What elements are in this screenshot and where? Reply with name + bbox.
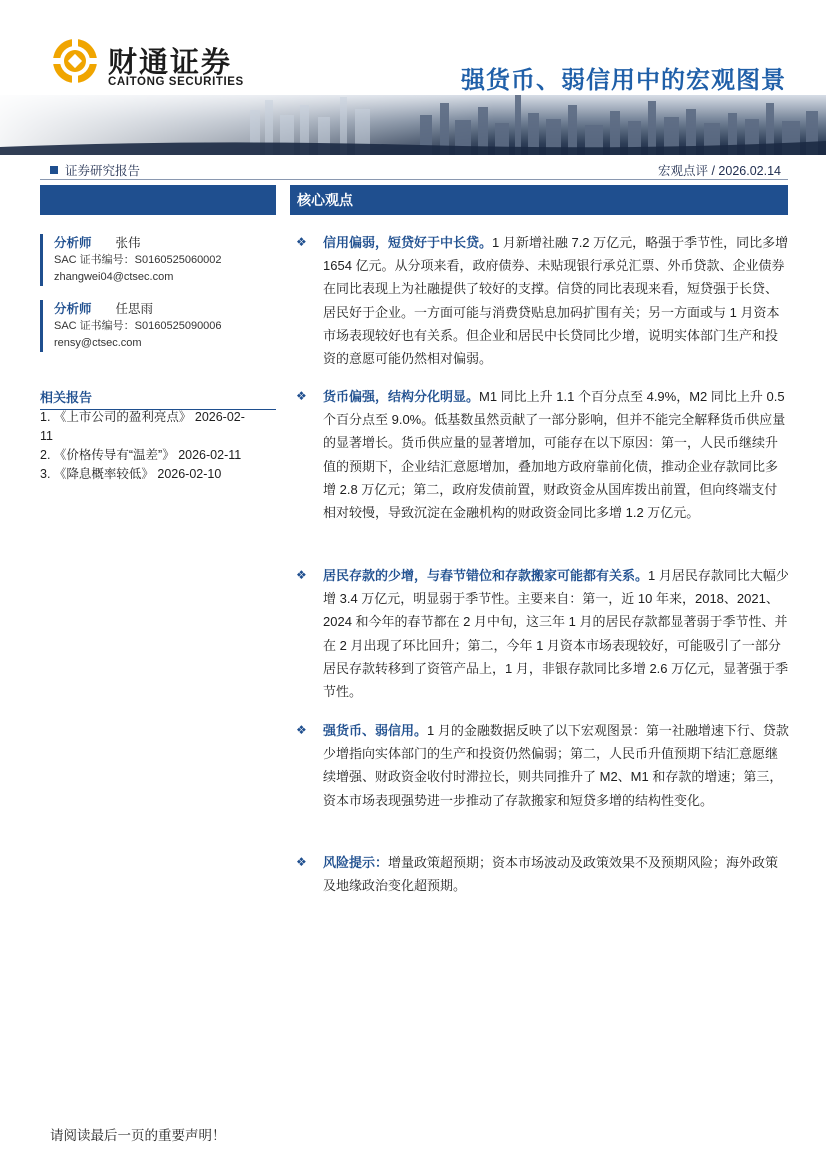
logo-english-name: CAITONG SECURITIES <box>108 76 244 88</box>
point-heading: 风险提示： <box>323 855 389 870</box>
diamond-bullet-icon: ❖ <box>296 723 307 737</box>
core-point-5 <box>290 851 790 897</box>
analyst-card-2 <box>40 300 276 352</box>
disclaimer-note: 请阅读最后一页的重要声明！ <box>50 1128 226 1143</box>
report-type-label: 证券研究报告 <box>65 164 141 178</box>
related-reports-title: 相关报告 <box>40 387 276 410</box>
point-heading: 货币偏强，结构分化明显。 <box>323 389 480 404</box>
related-reports-list <box>40 408 280 484</box>
analyst-email[interactable]: rensy@ctsec.com <box>54 337 142 349</box>
core-point-4 <box>290 719 790 812</box>
related-report-item[interactable]: 11 <box>40 429 53 443</box>
related-report-item[interactable]: 1. 《上市公司的盈利亮点》 2026-02- <box>40 410 245 424</box>
diamond-bullet-icon: ❖ <box>296 568 307 582</box>
analyst-email[interactable]: zhangwei04@ctsec.com <box>54 271 174 283</box>
analyst-role: 分析师 <box>54 236 92 250</box>
category-date: 宏观点评 / 2026.02.14 <box>658 164 781 178</box>
point-body: 1 月新增社融 7.2 万亿元，略强于季节性，同比多增 1654 亿元。从分项来看，政府债券、未贴现银行承兑汇票、外币贷款、企业债券在同比表现上为社融提供了较好的支撑。信贷的同比表现来看，短贷强于长贷、居民好于企业。一方面可能与消费贷贴息加码扩围有关；另一方面或与 1 月资本市场表现较好也有关系。但企业和居民中长贷同比少增，说明实体部门生产和投资的意愿可能仍然相对偏弱。 <box>323 235 789 367</box>
diamond-bullet-icon: ❖ <box>296 389 307 403</box>
point-body: M1 同比上升 1.1 个百分点至 4.9%，M2 同比上升 0.5 个百分点至 9.0%。低基数虽然贡献了一部分影响，但并不能完全解释货币供应量的显著增长。货币供应量的显著增加，可能存在以下原因：第一，人民币继续升值的预期下，企业结汇意愿增加，叠加地方政府靠前化债，推动企业存款同比多增 2.8 万亿元；第二，政府发债前置，财政资金从国库拨出前置，但向终端支付相对较慢，导致沉淀在金融机构的财政资金同比多增 1.2 万亿元。 <box>323 389 786 521</box>
analyst-cert: SAC 证书编号：S0160525090006 <box>54 320 222 332</box>
caitong-logo-icon <box>50 36 100 86</box>
report-type <box>50 161 140 179</box>
square-bullet-icon <box>50 166 58 174</box>
core-point-3 <box>290 564 790 703</box>
point-body: 1 月的金融数据反映了以下宏观图景：第一社融增速下行、贷款少增指向实体部门的生产和投资仍然偏弱；第二，人民币升值预期下结汇意愿继续增强、财政资金收付时滞拉长，则共同推升了 M2、M1 和存款的增速；第三，资本市场表现强势进一步推动了存款搬家和短贷多增的结构性变化。 <box>323 723 789 808</box>
left-section-bar <box>40 185 276 215</box>
point-heading: 居民存款的少增，与春节错位和存款搬家可能都有关系。 <box>323 568 649 583</box>
logo-chinese-name: 财通证券 <box>108 45 233 79</box>
point-heading: 强货币、弱信用。 <box>323 723 428 738</box>
related-report-item[interactable]: 3. 《降息概率较低》 2026-02-10 <box>40 467 222 481</box>
analyst-card-1 <box>40 234 276 286</box>
header-city-banner <box>0 95 826 155</box>
header-divider <box>40 179 788 180</box>
related-report-item[interactable]: 2. 《价格传导有“温差”》 2026-02-11 <box>40 448 242 462</box>
skyline-illustration <box>0 95 826 155</box>
analyst-role: 分析师 <box>54 302 92 316</box>
analyst-name: 任思雨 <box>115 302 154 316</box>
analyst-name: 张伟 <box>115 236 141 250</box>
point-body: 增量政策超预期；资本市场波动及政策效果不及预期风险；海外政策及地缘政治变化超预期。 <box>323 855 779 894</box>
core-views-title: 核心观点 <box>290 185 788 215</box>
diamond-bullet-icon: ❖ <box>296 855 307 869</box>
point-body: 1 月居民存款同比大幅少增 3.4 万亿元，明显弱于季节性。主要来自：第一，近 10 年来，2018、2021、2024 和今年的春节都在 2 月中旬，这三年 1 月的居民存款都显著弱于季节性、并在 2 月出现了环比回升；第二，今年 1 月资本市场表现较好，可能吸引了一部分居民存款转移到了资管产品上，1 月，非银存款同比多增 2.6 万亿元，显著强于季节性。 <box>323 568 789 700</box>
diamond-bullet-icon: ❖ <box>296 235 307 249</box>
point-heading: 信用偏弱，短贷好于中长贷。 <box>323 235 493 250</box>
company-logo <box>50 36 250 92</box>
core-point-2 <box>290 385 790 524</box>
analyst-cert: SAC 证书编号：S0160525060002 <box>54 254 222 266</box>
core-point-1 <box>290 231 790 370</box>
report-title: 强货币、弱信用中的宏观图景 <box>461 67 786 94</box>
